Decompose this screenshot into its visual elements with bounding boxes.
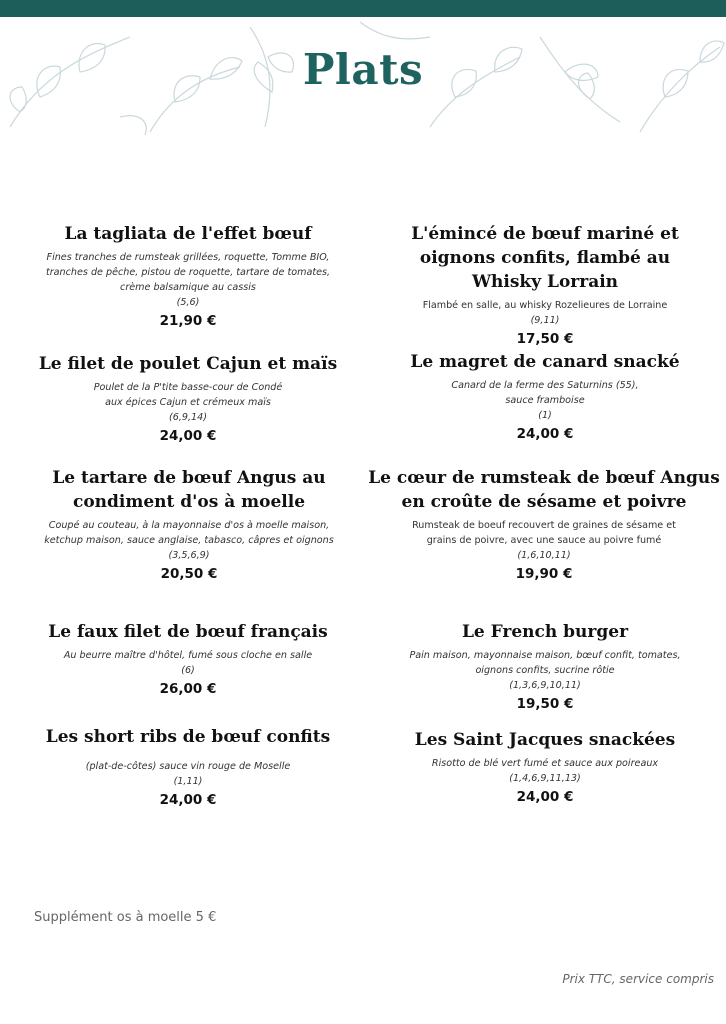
dish-name: Le French burger	[461, 622, 629, 642]
dish-description: Pain maison, mayonnaise maison, bœuf confit, tomates, oignons confits, sucrine rôtie	[409, 650, 681, 676]
dish-price: 21,90 €	[159, 313, 217, 329]
dish-name: Le faux filet de bœuf français	[48, 622, 328, 642]
dish-french-burger	[370, 620, 720, 714]
dish-name: Le filet de poulet Cajun et maïs	[38, 354, 338, 374]
dish-allergens: (5,6)	[176, 297, 200, 308]
dish-allergens: (3,5,6,9)	[168, 550, 210, 561]
dish-description: (plat-de-côtes) sauce vin rouge de Moselle	[85, 761, 291, 772]
dish-short-ribs	[18, 725, 358, 810]
dish-tartare-angus	[14, 466, 364, 584]
dish-name: La tagliata de l'effet bœuf	[64, 224, 312, 244]
dish-emince-boeuf	[370, 222, 720, 349]
dish-name: Le tartare de bœuf Angus au condiment d'os à moelle	[52, 468, 326, 512]
dish-description: Au beurre maître d'hôtel, fumé sous cloche en salle	[63, 650, 313, 661]
dish-saint-jacques	[370, 728, 720, 807]
dish-name: Le magret de canard snacké	[410, 352, 680, 372]
dish-allergens: (1,3,6,9,10,11)	[509, 680, 581, 691]
dish-price: 17,50 €	[516, 331, 574, 347]
dish-description: Flambé en salle, au whisky Rozelieures de Lorraine	[422, 300, 668, 311]
dish-price: 24,00 €	[516, 426, 574, 442]
dish-allergens: (1,6,10,11)	[517, 550, 571, 561]
dish-price: 19,50 €	[516, 696, 574, 712]
dish-description: Canard de la ferme des Saturnins (55), sauce framboise	[451, 380, 639, 406]
dish-filet-poulet	[18, 352, 358, 446]
dish-faux-filet	[18, 620, 358, 699]
dish-description: Coupé au couteau, à la mayonnaise d'os à moelle maison, ketchup maison, sauce anglaise, tabasco, câpres et oignons	[44, 520, 334, 546]
dish-name: L'émincé de bœuf mariné et oignons confits, flambé au Whisky Lorrain	[411, 224, 679, 292]
dish-name: Les Saint Jacques snackées	[414, 730, 676, 750]
dish-magret-canard	[370, 350, 720, 444]
dish-name: Le cœur de rumsteak de bœuf Angus en croûte de sésame et poivre	[368, 468, 720, 512]
dish-allergens: (9,11)	[530, 315, 560, 326]
dish-name: Les short ribs de bœuf confits	[45, 727, 331, 747]
page-title: Plats	[302, 45, 424, 94]
dish-allergens: (1,11)	[173, 776, 203, 787]
dish-price: 24,00 €	[159, 792, 217, 808]
dish-description: Risotto de blé vert fumé et sauce aux poireaux	[431, 758, 659, 769]
dish-description: Rumsteak de boeuf recouvert de graines de sésame et grains de poivre, avec une sauce au poivre fumé	[412, 520, 676, 546]
dish-price: 24,00 €	[159, 428, 217, 444]
dish-price: 26,00 €	[159, 681, 217, 697]
dish-allergens: (1)	[538, 410, 552, 421]
dish-allergens: (1,4,6,9,11,13)	[509, 773, 581, 784]
footer-note: Prix TTC, service compris	[562, 972, 714, 986]
dish-allergens: (6,9,14)	[168, 412, 207, 423]
dish-price: 19,90 €	[515, 566, 573, 582]
top-accent-bar	[0, 0, 726, 17]
dish-coeur-rumsteak	[366, 466, 722, 584]
dish-price: 24,00 €	[516, 789, 574, 805]
dish-description: Fines tranches de rumsteak grillées, roquette, Tomme BIO, tranches de pêche, pistou de roquette, tartare de tomates, crème balsamique au cassis	[45, 252, 331, 293]
dish-la-tagliata	[18, 222, 358, 331]
supplement-note: Supplément os à moelle 5 €	[34, 910, 217, 925]
dish-description: Poulet de la P'tite basse-cour de Condé aux épices Cajun et crémeux maïs	[93, 382, 283, 408]
dish-allergens: (6)	[181, 665, 195, 676]
dish-price: 20,50 €	[160, 566, 218, 582]
